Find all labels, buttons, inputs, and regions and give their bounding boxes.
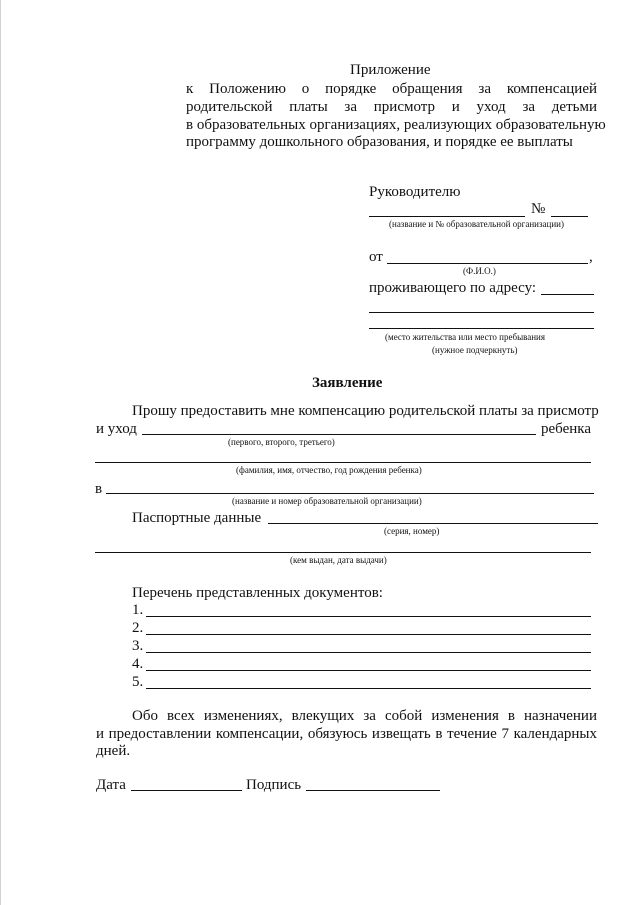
address-field-3[interactable] bbox=[369, 328, 594, 329]
document-field-1[interactable] bbox=[146, 616, 591, 617]
document-number-1: 1. bbox=[132, 602, 144, 618]
document-field-2[interactable] bbox=[146, 634, 591, 635]
appendix-title: Приложение bbox=[350, 62, 431, 78]
org-number-field[interactable] bbox=[551, 216, 588, 217]
org-hint: (название и № образовательной организации) bbox=[389, 219, 564, 229]
documents-title: Перечень представленных документов: bbox=[132, 585, 383, 601]
addressee-head: Руководителю bbox=[369, 184, 461, 200]
page-scan-edge bbox=[0, 0, 1, 905]
care-prefix: и уход bbox=[96, 421, 137, 437]
obligation-line-3: дней. bbox=[96, 743, 131, 759]
passport-issued-field[interactable] bbox=[95, 552, 591, 553]
org-name-line-field[interactable] bbox=[106, 493, 594, 494]
document-number-5: 5. bbox=[132, 674, 144, 690]
order-hint: (первого, второго, третьего) bbox=[228, 437, 335, 447]
passport-label: Паспортные данные bbox=[132, 510, 262, 526]
statement-title: Заявление bbox=[312, 375, 383, 391]
document-number-4: 4. bbox=[132, 656, 144, 672]
passport-series-field[interactable] bbox=[268, 523, 598, 524]
appendix-line-3: в образовательных организациях, реализующих образовательную bbox=[186, 117, 606, 133]
issued-hint: (кем выдан, дата выдачи) bbox=[290, 555, 387, 565]
child-hint: (фамилия, имя, отчество, год рождения ребенка) bbox=[236, 465, 422, 475]
document-field-3[interactable] bbox=[146, 652, 591, 653]
fio-comma: , bbox=[589, 249, 593, 265]
in-prefix: в bbox=[95, 481, 103, 497]
residence-hint-1: (место жительства или место пребывания bbox=[385, 332, 546, 342]
series-hint: (серия, номер) bbox=[384, 526, 440, 536]
address-field-1[interactable] bbox=[541, 294, 594, 295]
obligation-line-1: Обо всех изменениях, влекущих за собой изменения в назначении bbox=[132, 708, 597, 724]
residence-hint-2: (нужное подчеркнуть) bbox=[432, 345, 518, 355]
address-field-2[interactable] bbox=[369, 312, 594, 313]
appendix-line-2: родительской платы за присмотр и уход за детьми bbox=[186, 99, 597, 115]
org-name-field[interactable] bbox=[369, 216, 525, 217]
obligation-line-2: и предоставлении компенсации, обязуюсь извещать в течение 7 календарных bbox=[96, 726, 597, 742]
child-info-field[interactable] bbox=[95, 462, 591, 463]
applicant-fio-field[interactable] bbox=[387, 263, 588, 264]
date-field[interactable] bbox=[131, 790, 242, 791]
request-line: Прошу предоставить мне компенсацию родительской платы за присмотр bbox=[132, 403, 599, 419]
child-word: ребенка bbox=[541, 421, 591, 437]
child-order-field[interactable] bbox=[142, 434, 536, 435]
fio-hint: (Ф.И.О.) bbox=[463, 266, 496, 276]
number-sign: № bbox=[531, 201, 546, 217]
document-number-2: 2. bbox=[132, 620, 144, 636]
address-label: проживающего по адресу: bbox=[369, 280, 537, 296]
signature-field[interactable] bbox=[306, 790, 440, 791]
sign-label: Подпись bbox=[246, 777, 302, 793]
document-field-4[interactable] bbox=[146, 670, 591, 671]
document-field-5[interactable] bbox=[146, 688, 591, 689]
date-label: Дата bbox=[96, 777, 126, 793]
appendix-line-4: программу дошкольного образования, и порядке ее выплаты bbox=[186, 134, 573, 150]
from-label: от bbox=[369, 249, 383, 265]
document-number-3: 3. bbox=[132, 638, 144, 654]
appendix-line-1: к Положению о порядке обращения за компенсацией bbox=[186, 81, 597, 97]
org-name-hint: (название и номер образовательной организации) bbox=[232, 496, 422, 506]
